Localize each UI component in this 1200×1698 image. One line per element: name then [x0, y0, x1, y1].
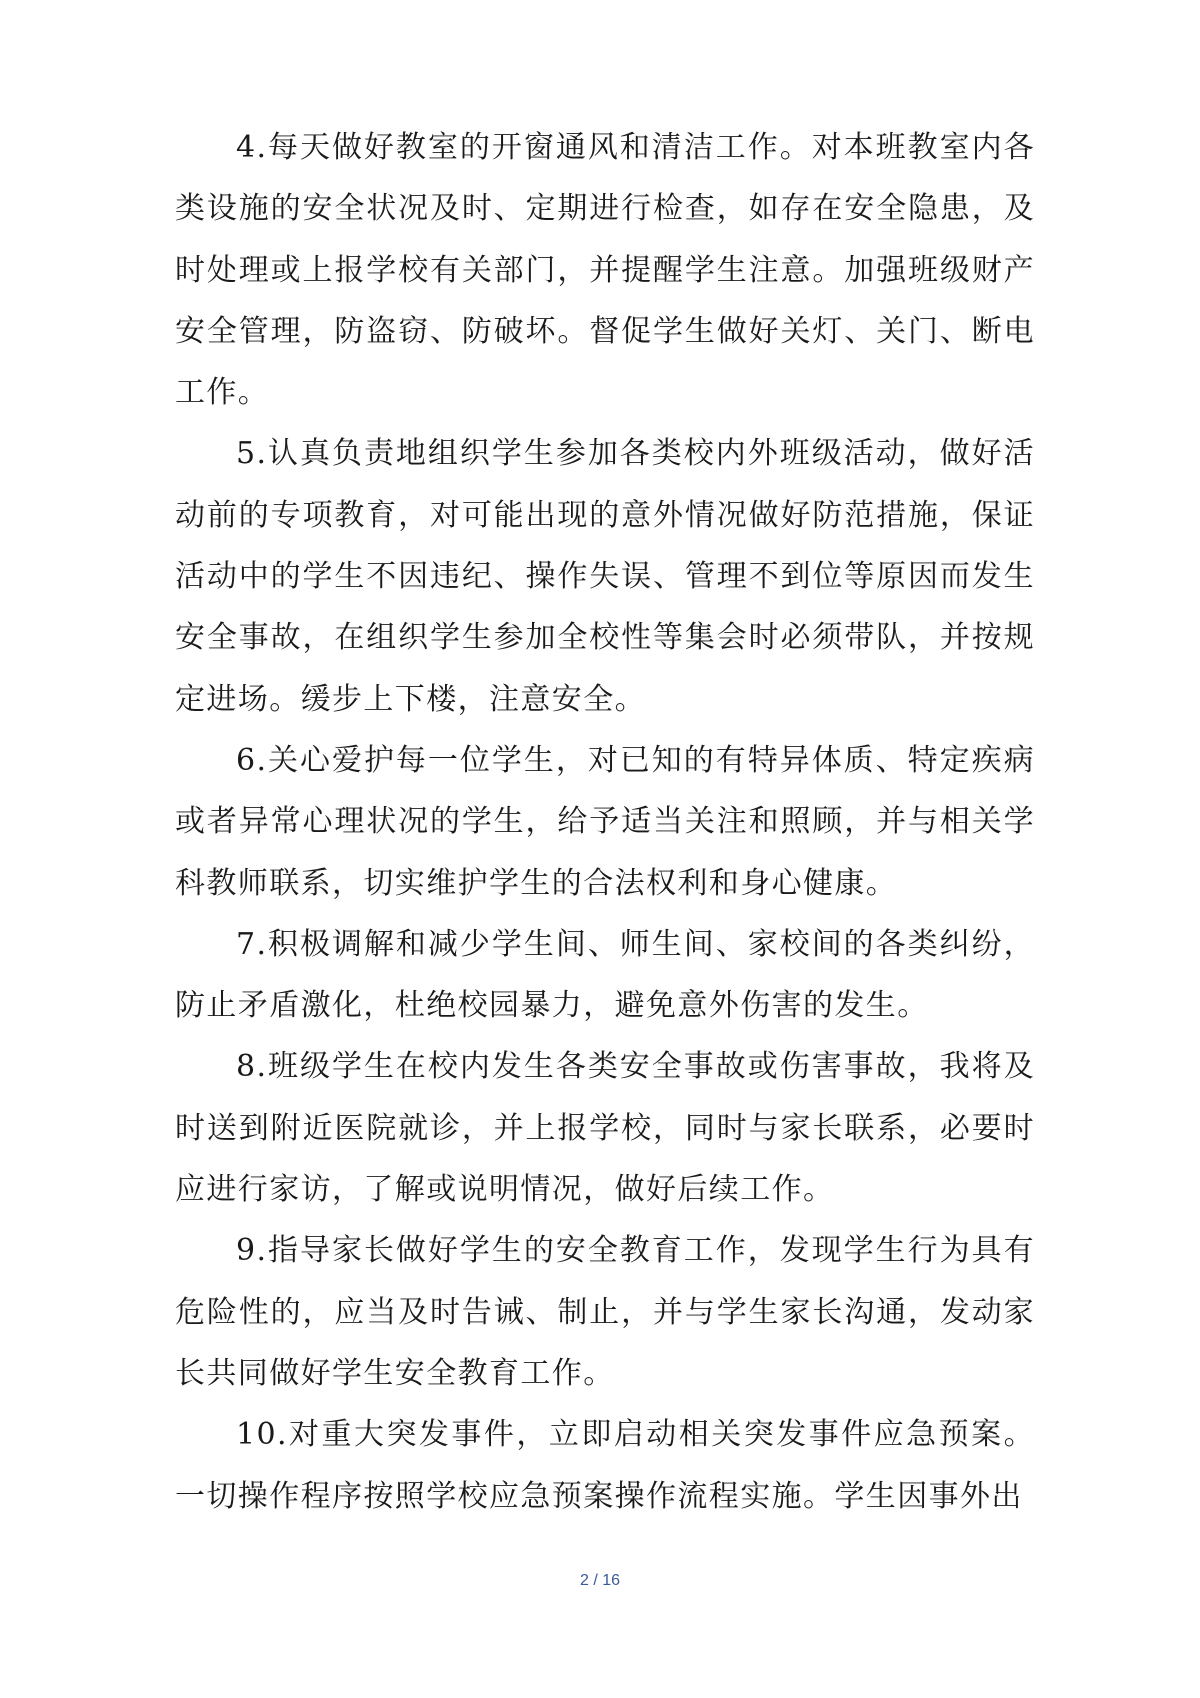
paragraph-item-6: 6.关心爱护每一位学生，对已知的有特异体质、特定疾病或者异常心理状况的学生，给予适当关注和照顾，并与相关学科教师联系，切实维护学生的合法权利和身心健康。 — [175, 742, 1035, 901]
paragraph-item-5: 5.认真负责地组织学生参加各类校内外班级活动，做好活动前的专项教育，对可能出现的意外情况做好防范措施，保证活动中的学生不因违纪、操作失误、管理不到位等原因而发生安全事故，在组织学生参加全校性等集会时必须带队，并按规定进场。缓步上下楼，注意安全。 — [175, 436, 1035, 717]
page-number: 2 / 16 — [579, 1572, 621, 1589]
paragraph-item-4: 4.每天做好教室的开窗通风和清洁工作。对本班教室内各类设施的安全状况及时、定期进行检查，如存在安全隐患，及时处理或上报学校有关部门，并提醒学生注意。加强班级财产安全管理，防盗窃、防破坏。督促学生做好关灯、关门、断电工作。 — [175, 130, 1035, 411]
paragraph-item-9: 9.指导家长做好学生的安全教育工作，发现学生行为具有危险性的，应当及时告诫、制止，并与学生家长沟通，发动家长共同做好学生安全教育工作。 — [175, 1233, 1035, 1391]
document-body — [175, 117, 1035, 1527]
paragraph-item-8: 8.班级学生在校内发生各类安全事故或伤害事故，我将及时送到附近医院就诊，并上报学校，同时与家长联系，必要时应进行家访，了解或说明情况，做好后续工作。 — [175, 1049, 1035, 1208]
paragraph-item-7: 7.积极调解和减少学生间、师生间、家校间的各类纠纷，防止矛盾激化，杜绝校园暴力，避免意外伤害的发生。 — [175, 926, 1035, 1024]
paragraph-item-10: 10.对重大突发事件，立即启动相关突发事件应急预案。一切操作程序按照学校应急预案操作流程实施。学生因事外出 — [175, 1417, 1035, 1514]
